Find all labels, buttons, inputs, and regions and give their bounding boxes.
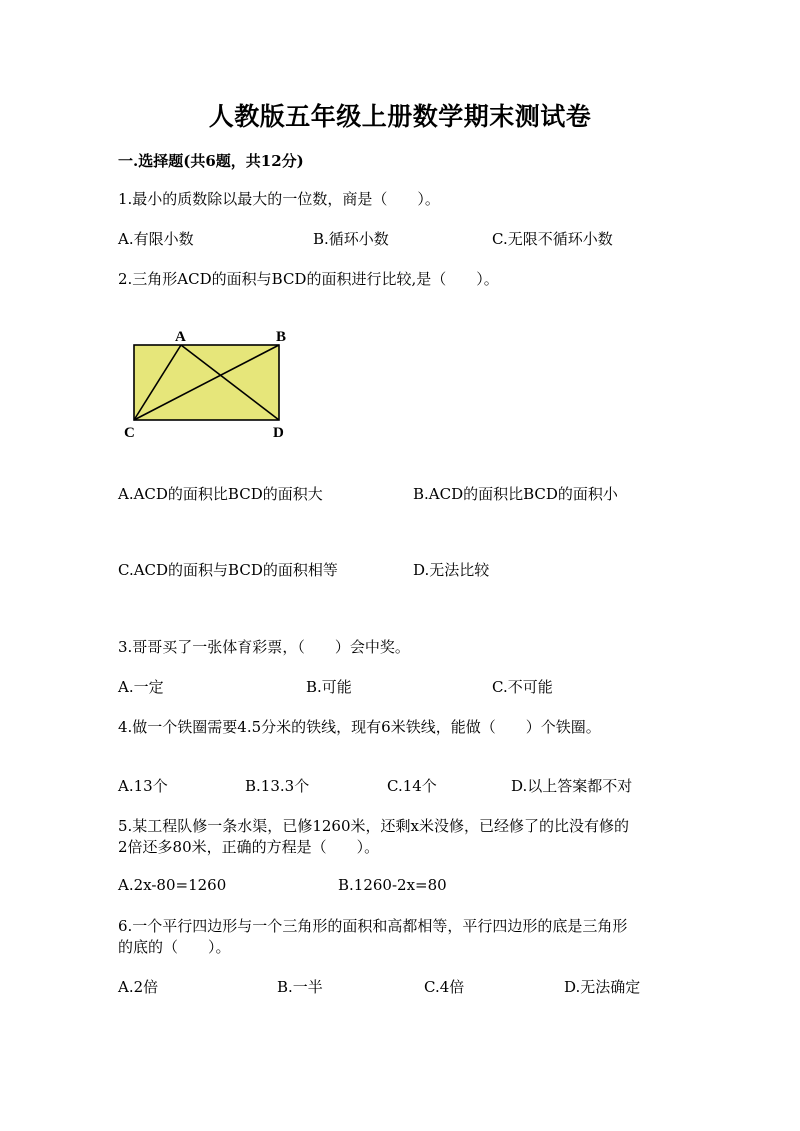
q6-option-d[interactable]: D.无法确定 — [564, 978, 641, 996]
figure-label-d: D — [273, 425, 284, 441]
question-5-line-1: 5.某工程队修一条水渠，已修1260米，还剩x米没修，已经修了的比没有修的 — [118, 817, 629, 835]
q3-option-b[interactable]: B.可能 — [306, 678, 352, 696]
figure-label-a: A — [175, 329, 186, 345]
q1-option-b[interactable]: B.循环小数 — [313, 230, 389, 248]
q3-option-a[interactable]: A.一定 — [118, 678, 164, 696]
q6-option-a[interactable]: A.2倍 — [118, 978, 159, 996]
q2-option-d[interactable]: D.无法比较 — [413, 561, 490, 579]
question-2: 2.三角形ACD的面积与BCD的面积进行比较,是（ ）。 — [118, 270, 499, 288]
q4-option-d[interactable]: D.以上答案都不对 — [511, 777, 633, 795]
question-1: 1.最小的质数除以最大的一位数，商是（ ）。 — [118, 190, 440, 208]
page-title: 人教版五年级上册数学期末测试卷 — [208, 102, 592, 131]
q4-option-b[interactable]: B.13.3个 — [245, 777, 310, 795]
q4-option-a[interactable]: A.13个 — [118, 777, 168, 795]
question-6-line-1: 6.一个平行四边形与一个三角形的面积和高都相等，平行四边形的底是三角形 — [118, 917, 628, 935]
q2-option-c[interactable]: C.ACD的面积与BCD的面积相等 — [118, 561, 338, 579]
q6-option-b[interactable]: B.一半 — [277, 978, 323, 996]
section-heading: 一.选择题(共6题，共12分) — [118, 152, 304, 170]
question-5-line-2: 2倍还多80米，正确的方程是（ ）。 — [118, 838, 380, 856]
q2-option-a[interactable]: A.ACD的面积比BCD的面积大 — [118, 485, 323, 503]
q3-option-c[interactable]: C.不可能 — [492, 678, 553, 696]
q1-option-c[interactable]: C.无限不循环小数 — [492, 230, 613, 248]
question-6-line-2: 的底的（ ）。 — [118, 938, 231, 956]
question-3: 3.哥哥买了一张体育彩票，（ ）会中奖。 — [118, 638, 410, 656]
q5-option-a[interactable]: A.2x-80=1260 — [118, 876, 227, 894]
rectangle-figure — [118, 323, 298, 443]
q2-option-b[interactable]: B.ACD的面积比BCD的面积小 — [413, 485, 618, 503]
figure-label-c: C — [124, 425, 135, 441]
figure-label-b: B — [276, 329, 287, 345]
q6-option-c[interactable]: C.4倍 — [424, 978, 465, 996]
q1-option-a[interactable]: A.有限小数 — [118, 230, 194, 248]
q4-option-c[interactable]: C.14个 — [387, 777, 437, 795]
q5-option-b[interactable]: B.1260-2x=80 — [338, 876, 447, 894]
question-4: 4.做一个铁圈需要4.5分米的铁线，现有6米铁线，能做（ ）个铁圈。 — [118, 718, 601, 736]
